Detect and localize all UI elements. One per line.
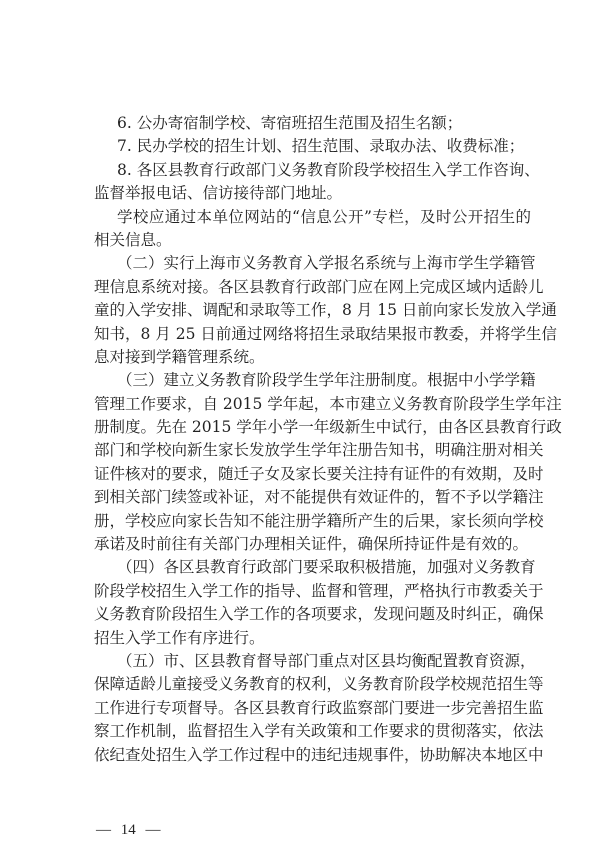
text-line: 6. 公办寄宿制学校、寄宿班招生范围及招生名额； <box>117 114 463 132</box>
text-line: 察工作机制，监督招生入学有关政策和工作要求的贯彻落实，依法 <box>94 722 544 741</box>
text-line: 依纪查处招生入学工作过程中的违纪违规事件，协助解决本地区中 <box>94 745 544 764</box>
text-line: 义务教育阶段招生入学工作的各项要求，发现问题及时纠正，确保 <box>94 605 544 624</box>
text-line: （三）建立义务教育阶段学生学年注册制度。根据中小学学籍 <box>117 371 536 390</box>
text-line: （五）市、区县教育督导部门重点对区县均衡配置教育资源， <box>117 651 536 670</box>
text-line: 童的入学安排、调配和录取等工作，8 月 15 日前向家长发放入学通 <box>94 301 557 320</box>
text-line: 相关信息。 <box>94 230 172 249</box>
text-line: 7. 民办学校的招生计划、招生范围、录取办法、收费标准； <box>117 137 525 156</box>
text-line: 册制度。先在 2015 学年小学一年级新生中试行，由各区县教育行政 <box>94 418 562 437</box>
text-line: （二）实行上海市义务教育入学报名系统与上海市学生学籍管 <box>117 254 536 273</box>
text-line: 息对接到学籍管理系统。 <box>94 347 265 366</box>
text-line: 证件核对的要求，随迁子女及家长要关注持有证件的有效期，及时 <box>94 464 544 483</box>
text-line: 知书，8 月 25 日前通过网络将招生录取结果报市教委，并将学生信 <box>94 324 557 343</box>
text-line: 承诺及时前往有关部门办理相关证件，确保所持证件是有效的。 <box>94 535 529 554</box>
page-number: — 14 — <box>96 822 161 838</box>
text-line: 保障适龄儿童接受义务教育的权利，义务教育阶段学校规范招生等 <box>94 675 544 694</box>
text-line: 招生入学工作有序进行。 <box>94 628 265 647</box>
text-line: 管理工作要求，自 2015 学年起，本市建立义务教育阶段学生学年注 <box>94 394 562 413</box>
document-body <box>94 112 562 767</box>
text-line: 阶段学校招生入学工作的指导、监督和管理，严格执行市教委关于 <box>94 581 544 600</box>
text-line: 工作进行专项督导。各区县教育行政监察部门要进一步完善招生监 <box>94 698 544 717</box>
text-line: （四）各区县教育行政部门要采取积极措施，加强对义务教育 <box>117 558 536 577</box>
text-line: 到相关部门续签或补证，对不能提供有效证件的，暂不予以学籍注 <box>94 488 544 507</box>
text-line: 册，学校应向家长告知不能注册学籍所产生的后果，家长须向学校 <box>94 511 544 530</box>
text-line: 学校应通过本单位网站的“信息公开”专栏，及时公开招生的 <box>117 207 531 226</box>
text-line: 监督举报电话、信访接待部门地址。 <box>94 184 343 203</box>
text-line: 理信息系统对接。各区县教育行政部门应在网上完成区域内适龄儿 <box>94 277 544 296</box>
text-line: 部门和学校向新生家长发放学生学年注册告知书，明确注册对相关 <box>94 441 544 460</box>
text-line: 8. 各区县教育行政部门义务教育阶段学校招生入学工作咨询、 <box>117 160 540 179</box>
